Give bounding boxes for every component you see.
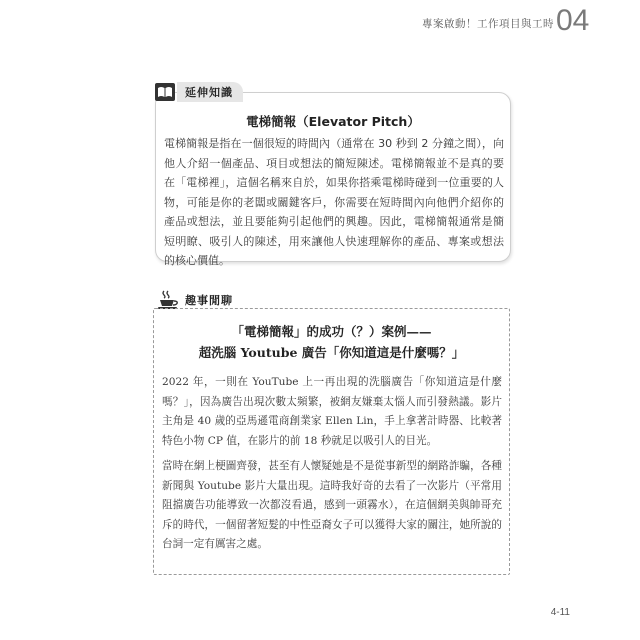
chapter-number: 04: [556, 4, 590, 37]
extended-knowledge-label: 延伸知識: [177, 82, 243, 102]
fun-story-title-line1: 「電梯簡報」的成功（？）案例——: [231, 324, 432, 339]
fun-story-title-line2: 超洗腦 Youtube 廣告「你知道這是什麼嗎？」: [198, 345, 465, 360]
extended-knowledge-tab: [155, 82, 243, 102]
fun-story-header: [157, 290, 233, 310]
fun-story-paragraph-1: 2022 年，一則在 YouTube 上一再出現的洗腦廣告「你知道這是什麼嗎？」，因為廣告出現次數太頻繁，被網友嫌棄太惱人而引發熱議。影片主角是 40 歲的亞馬遜電商創業家 Ellen Lin，手上拿著計時器、比較著特色小物 CP 值，在影片的前 18 秒就足以吸引人的目光。: [162, 376, 502, 447]
extended-knowledge-title: 電梯簡報（Elevator Pitch）: [246, 114, 420, 129]
fun-story-paragraph-2: 當時在網上梗圖齊發，甚至有人懷疑她是不是從事新型的網路詐騙，各種新聞與 Youtube 影片大量出現。這時我好奇的去看了一次影片（平常用阻擋廣告功能導致一次都沒看過，感到一頭霧水），在這個網美與帥哥充斥的時代，一個留著短髮的中性亞裔女子可以獲得大家的關注，她所說的台詞一定有厲害之處。: [162, 460, 502, 550]
extended-knowledge-body: 電梯簡報是指在一個很短的時間內（通常在 30 秒到 2 分鐘之間），向他人介紹一個產品、項目或想法的簡短陳述。電梯簡報並不是真的要在「電梯裡」，這個名稱來自於，如果你搭乘電梯時碰到一位重要的人物，可能是你的老闆或關鍵客戶，你需要在短時間內向他們介紹你的產品或想法，並且要能夠引起他們的興趣。因此，電梯簡報通常是簡短明瞭、吸引人的陳述，用來讓他人快速理解你的產品、專案或想法的核心價值。: [164, 137, 504, 267]
fun-story-label: 趣事閒聊: [185, 294, 233, 307]
coffee-cup-icon: [157, 290, 179, 310]
running-head-title: 專案啟動！工作項目與工時: [422, 18, 554, 30]
book-icon: [155, 83, 175, 101]
page-number: 4-11: [550, 607, 570, 618]
